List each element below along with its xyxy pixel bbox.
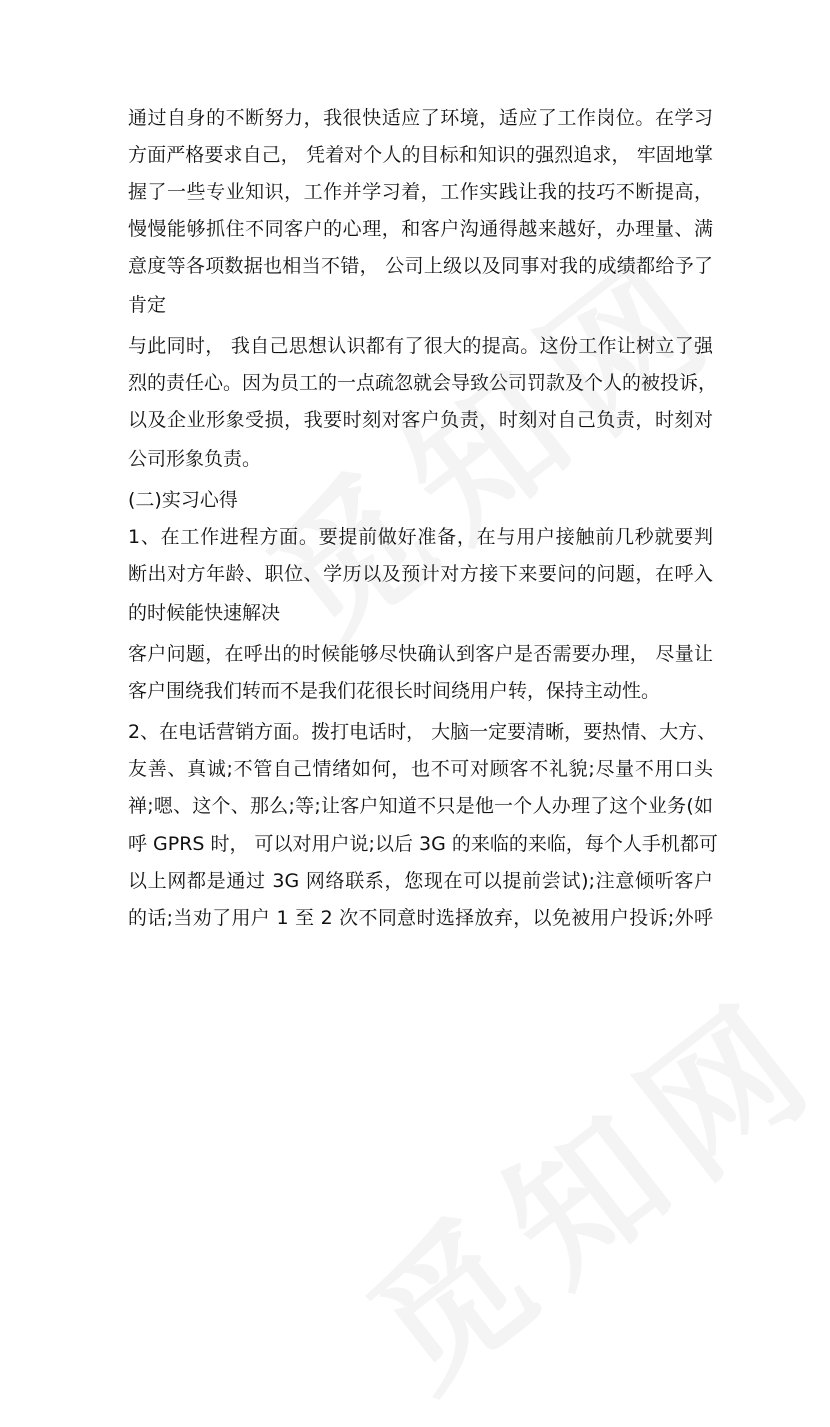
text-line-6: 肯定: [128, 294, 167, 316]
text-line-18: 友善、真诚;不管自己情绪如何，也不可对顾客不礼貌;尽量不用口头: [128, 758, 713, 780]
text-line-22: 的话;当劝了用户 1 至 2 次不同意时选择放弃，以免被用户投诉;外呼: [128, 907, 713, 929]
text-line-3: 握了一些专业知识，工作并学习着，工作实践让我的技巧不断提高，: [128, 181, 713, 203]
text-line-17: 2、在电话营销方面。拨打电话时， 大脑一定要清晰，要热情、大方、: [128, 721, 717, 743]
text-line-12: 1、在工作进程方面。要提前做好准备，在与用户接触前几秒就要判: [128, 526, 713, 548]
text-line-4: 慢慢能够抓住不同客户的心理，和客户沟通得越来越好，办理量、满: [128, 218, 713, 240]
text-line-21: 以上网都是通过 3G 网络联系，您现在可以提前尝试);注意倾听客户: [128, 870, 713, 892]
text-line-10: 公司形象负责。: [128, 448, 262, 470]
section-heading: (二)实习心得: [128, 489, 238, 511]
text-line-13: 断出对方年龄、职位、学历以及预计对方接下来要问的问题，在呼入: [128, 563, 713, 585]
text-line-2: 方面严格要求自己， 凭着对个人的目标和知识的强烈追求， 牢固地掌: [128, 144, 713, 166]
text-line-1: 通过自身的不断努力，我很快适应了环境，适应了工作岗位。在学习: [128, 107, 713, 129]
text-line-9: 以及企业形象受损，我要时刻对客户负责，时刻对自己负责，时刻对: [128, 409, 713, 431]
text-line-7: 与此同时， 我自己思想认识都有了很大的提高。这份工作让树立了强: [128, 335, 713, 357]
text-line-16: 客户围绕我们转而不是我们花很长时间绕用户转，保持主动性。: [128, 680, 661, 702]
text-line-15: 客户问题，在呼出的时候能够尽快确认到客户是否需要办理， 尽量让: [128, 643, 713, 665]
watermark-bottom: [318, 939, 830, 1427]
text-line-20: 呼 GPRS 时， 可以对用户说;以后 3G 的来临的来临，每个人手机都可: [128, 833, 718, 855]
text-line-5: 意度等各项数据也相当不错， 公司上级以及同事对我的成绩都给予了: [128, 255, 713, 277]
text-line-19: 禅;嗯、这个、那么;等;让客户知道不只是他一个人办理了这个业务(如: [128, 795, 713, 817]
text-line-14: 的时候能快速解决: [128, 602, 281, 624]
text-line-8: 烈的责任心。因为员工的一点疏忽就会导致公司罚款及个人的被投诉，: [128, 372, 718, 394]
